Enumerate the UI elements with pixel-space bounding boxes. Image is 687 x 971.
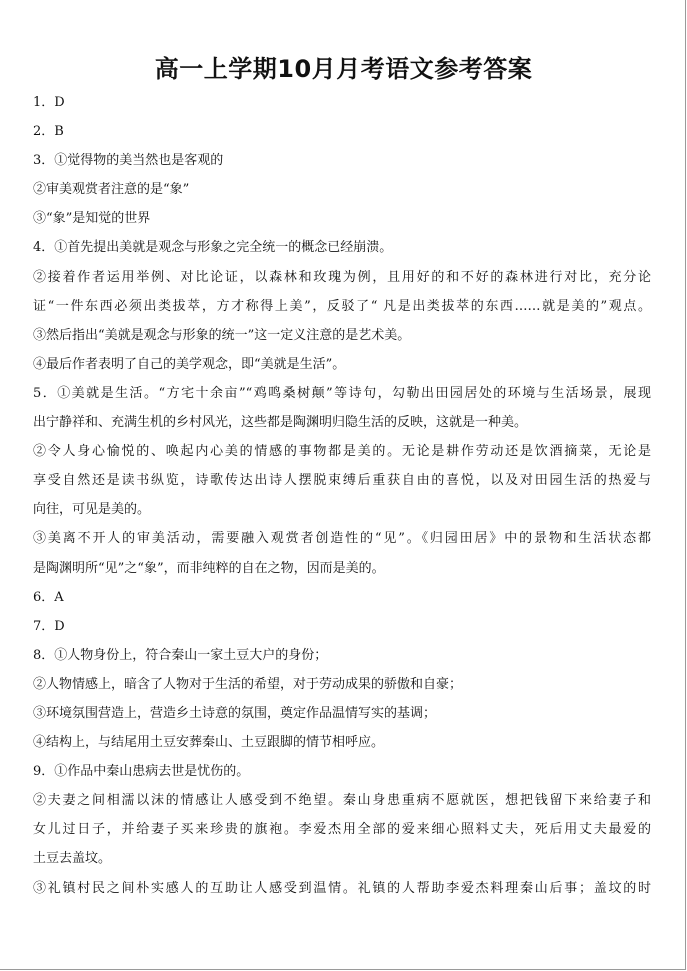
text-line: 土豆去盖坟。 xyxy=(33,851,112,867)
document-title: 高一上学期10月月考语文参考答案 xyxy=(154,55,533,83)
text-line: 3．①觉得物的美当然也是客观的 xyxy=(33,153,224,169)
text-line: 是陶渊明所“见”之“象”，而非纯粹的自在之物，因而是美的。 xyxy=(33,560,385,576)
text-line: ③礼镇村民之间朴实感人的互助让人感受到温情。礼镇的人帮助李爱杰料理秦山后事；盖坟的时 xyxy=(33,880,651,896)
text-line: 4．①首先提出美就是观念与形象之完全统一的概念已经崩溃。 xyxy=(33,240,393,256)
text-line: ②令人身心愉悦的、唤起内心美的情感的事物都是美的。无论是耕作劳动还是饮酒摘菜，无论是 xyxy=(33,444,651,460)
text-line: ④结构上，与结尾用土豆安葬秦山、土豆跟脚的情节相呼应。 xyxy=(33,735,385,751)
text-line: ③美离不开人的审美活动，需要融入观赏者创造性的“见”。《归园田居》中的景物和生活状态都 xyxy=(33,531,651,547)
text-line: 享受自然还是读书纵览，诗歌传达出诗人摆脱束缚后重获自由的喜悦，以及对田园生活的热爱与 xyxy=(33,473,651,489)
text-line: 证“一件东西必须出类拔萃，方才称得上美”，反驳了“ 凡是出类拔萃的东西……就是美的”观点。 xyxy=(33,298,651,314)
text-line: 女儿过日子，并给妻子买来珍贵的旗袍。李爱杰用全部的爱来细心照料丈夫，死后用丈夫最爱的 xyxy=(33,822,651,838)
text-line: 出宁静祥和、充满生机的乡村风光，这些都是陶渊明归隐生活的反映，这就是一种美。 xyxy=(33,415,528,431)
text-line: 2．B xyxy=(33,124,64,140)
text-line: 向往，可见是美的。 xyxy=(33,502,151,518)
text-line: ④最后作者表明了自己的美学观念，即“美就是生活”。 xyxy=(33,356,346,372)
text-line: 7．D xyxy=(33,618,65,634)
text-line: ②接着作者运用举例、对比论证，以森林和玫瑰为例，且用好的和不好的森林进行对比，充分论 xyxy=(33,269,651,285)
text-line: 6．A xyxy=(33,589,64,605)
text-line: ③然后指出“美就是观念与形象的统一”这一定义注意的是艺术美。 xyxy=(33,327,411,343)
text-line: 8．①人物身份上，符合秦山一家土豆大户的身份； xyxy=(33,647,328,663)
answer-body xyxy=(33,88,651,903)
text-line: ③环境氛围营造上，营造乡土诗意的氛围，奠定作品温情写实的基调； xyxy=(33,705,437,721)
text-line: ②审美观赏者注意的是“象” xyxy=(33,182,190,198)
text-line: 5．①美就是生活。“方宅十余亩”“鸡鸣桑树颠”等诗句，勾勒出田园居处的环境与生活场景，展现 xyxy=(33,385,651,401)
text-line: ③“象”是知觉的世界 xyxy=(33,211,151,227)
text-line: 1．D xyxy=(33,95,65,110)
text-line: 9．①作品中秦山患病去世是忧伤的。 xyxy=(33,764,250,780)
text-line: ②人物情感上，暗含了人物对于生活的希望，对于劳动成果的骄傲和自豪； xyxy=(33,676,463,692)
text-line: ②夫妻之间相濡以沫的情感让人感受到不绝望。秦山身患重病不愿就医，想把钱留下来给妻子和 xyxy=(33,793,651,809)
